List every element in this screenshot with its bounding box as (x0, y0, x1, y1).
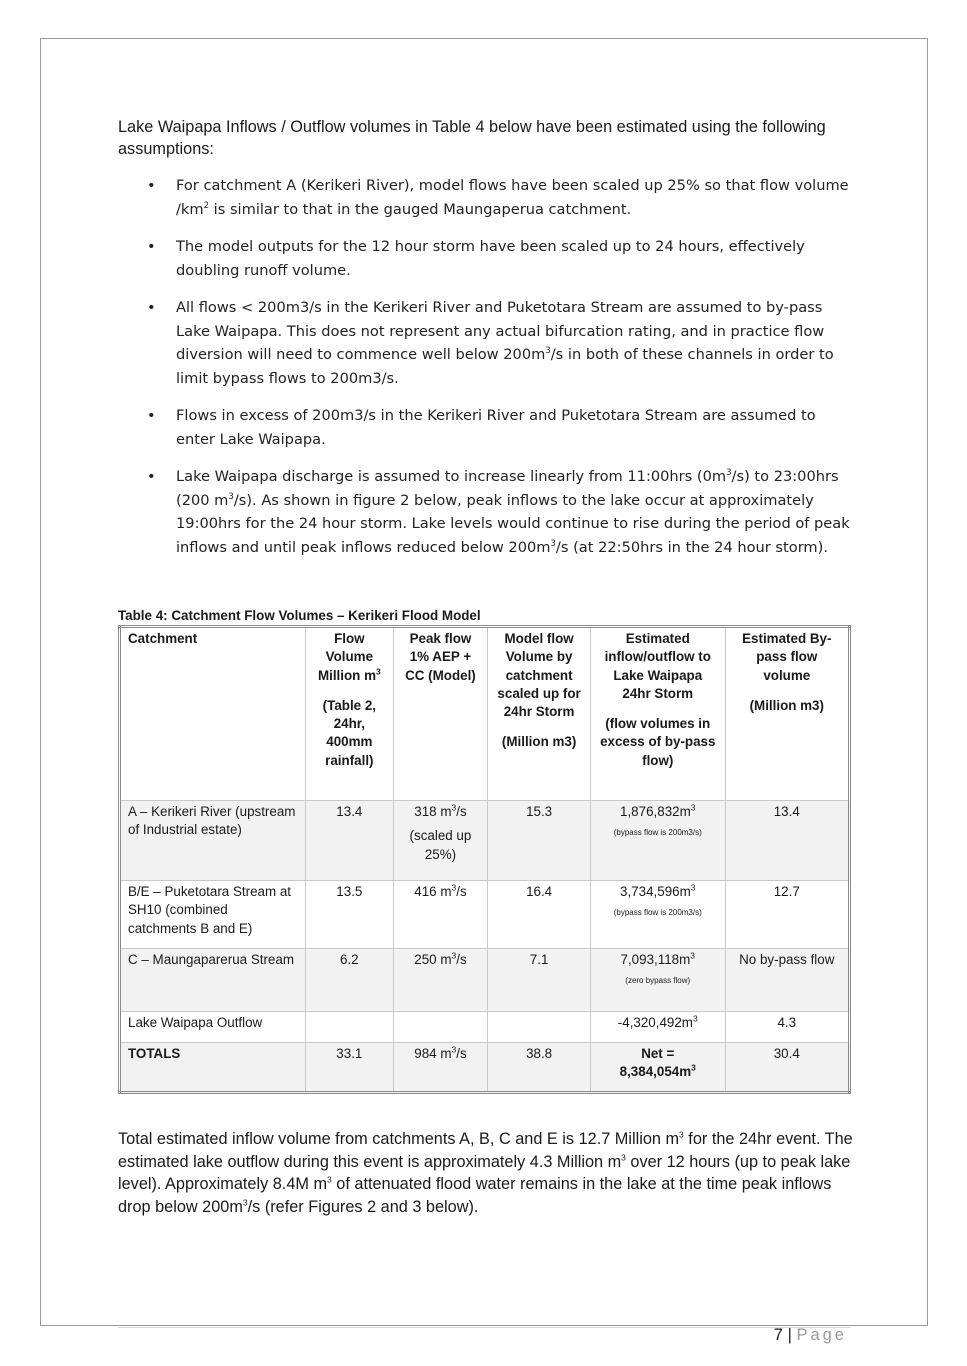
cell-model: 16.4 (488, 881, 591, 949)
table-row (120, 801, 850, 881)
table-row (120, 1043, 850, 1093)
cell-model (488, 1012, 591, 1043)
bullet-icon: • (147, 238, 156, 255)
summary-paragraph: Total estimated inflow volume from catchments A, B, C and E is 12.7 Million $m^3$ for the 24hr event. The estimated lake outflow during this event is approximately 4.3 Million $m^3$ over 12 hours (up to peak lake level). Approximately 8.4M $m^3$ of attenuated flood water remains in the lake at the time peak inflows drop below $200m^3/s$ (refer Figures 2 and 3 below). (118, 1129, 853, 1216)
cell-peak: 984 $m^3/s$ (393, 1043, 488, 1093)
cell-estimated: $7,093,118m^3$ (zero bypass flow) (590, 949, 725, 1012)
cell-bypass: No by-pass flow (725, 949, 849, 1012)
assumptions-list (118, 174, 858, 573)
cell-model: 7.1 (488, 949, 591, 1012)
page-number: 7 | Page (773, 1326, 847, 1344)
cell-catchment: C – Maungaparerua Stream (120, 949, 306, 1012)
table-row (120, 881, 850, 949)
bullet-icon: • (147, 177, 156, 194)
cell-bypass: 12.7 (773, 884, 800, 899)
cell-flow: 33.1 (306, 1043, 394, 1093)
cell-estimated: Net = $8,384,054m^3$ (590, 1043, 725, 1093)
bullet-icon: • (147, 407, 156, 424)
list-item: • All flows < 200m3/s in the Kerikeri River and Puketotara Stream are assumed to by-pass Lake Waipapa. This does not represent any actual bifurcation rating, and in practice flow diversion will need to commence well below $200m^3/s$ in both of these channels in order to limit bypass flows to 200m3/s. (118, 296, 858, 390)
table-caption: Table 4: Catchment Flow Volumes – Kerikeri Flood Model (118, 608, 481, 623)
cell-peak: 250 $m^3/s$ (393, 949, 488, 1012)
cell-catchment: Lake Waipapa Outflow (120, 1012, 306, 1043)
cell-peak: 416 $m^3/s$ (393, 881, 488, 949)
catchment-flow-table (118, 625, 851, 1094)
header-estimated: Estimated inflow/outflow to Lake Waipapa 24hr Storm (flow volumes in excess of by-pass flow) (590, 627, 725, 801)
cell-model: 15.3 (488, 801, 591, 881)
table-row (120, 949, 850, 1012)
table-row (120, 1012, 850, 1043)
intro-paragraph: Lake Waipapa Inflows / Outflow volumes in Table 4 below have been estimated using the following assumptions: (118, 118, 826, 158)
cell-model: 38.8 (488, 1043, 591, 1093)
header-model-flow: Model flow Volume by catchment scaled up for 24hr Storm (Million m3) (488, 627, 591, 801)
cell-estimated: $3,734,596m^3$ (bypass flow is 200m3/s) (590, 881, 725, 949)
cell-catchment: A – Kerikeri River (upstream of Industrial estate) (120, 801, 306, 881)
list-item: • Lake Waipapa discharge is assumed to increase linearly from 11:00hrs $(0m^3/s)$ to 23:00hrs (200 $m^3/s$). As shown in figure 2 below, peak inflows to the lake occur at approximately 19:00hrs for the 24 hour storm. Lake levels would continue to rise during the period of peak inflows and until peak inflows reduced below $200m^3/s$ (at 22:50hrs in the 24 hour storm). (118, 465, 858, 559)
table-header-row (120, 627, 850, 801)
cell-bypass: 4.3 (777, 1015, 797, 1030)
cell-flow (306, 1012, 394, 1043)
cell-catchment: TOTALS (120, 1043, 306, 1093)
list-item: • For catchment A (Kerikeri River), model flows have been scaled up 25% so that flow volume $/km^2$ is similar to that in the gauged Maungaperua catchment. (118, 174, 858, 221)
cell-catchment: B/E – Puketotara Stream at SH10 (combined catchments B and E) (120, 881, 306, 949)
header-bypass: Estimated By-pass flow volume (Million m3) (742, 631, 832, 713)
cell-bypass: 13.4 (725, 801, 849, 881)
footer-divider (118, 1327, 851, 1328)
cell-flow: 6.2 (306, 949, 394, 1012)
bullet-icon: • (147, 299, 156, 316)
cell-bypass: 30.4 (725, 1043, 849, 1093)
cell-estimated: $-4,320,492m^3$ (590, 1012, 725, 1043)
cell-peak (393, 1012, 488, 1043)
header-peak-flow: Peak flow 1% AEP + CC (Model) (393, 627, 488, 801)
header-catchment: Catchment (120, 627, 306, 801)
cell-peak: 318 $m^3/s$ (scaled up 25%) (393, 801, 488, 881)
cell-flow: 13.4 (306, 801, 394, 881)
cell-flow: 13.5 (306, 881, 394, 949)
list-item: • Flows in excess of 200m3/s in the Kerikeri River and Puketotara Stream are assumed to enter Lake Waipapa. (118, 404, 858, 451)
header-flow-volume: Flow Volume Million $m^3$ (Table 2, 24hr, 400mm rainfall) (306, 627, 394, 801)
cell-estimated: $1,876,832m^3$ (bypass flow is 200m3/s) (590, 801, 725, 881)
bullet-icon: • (147, 468, 156, 485)
list-item: • The model outputs for the 12 hour storm have been scaled up to 24 hours, effectively doubling runoff volume. (118, 235, 858, 282)
